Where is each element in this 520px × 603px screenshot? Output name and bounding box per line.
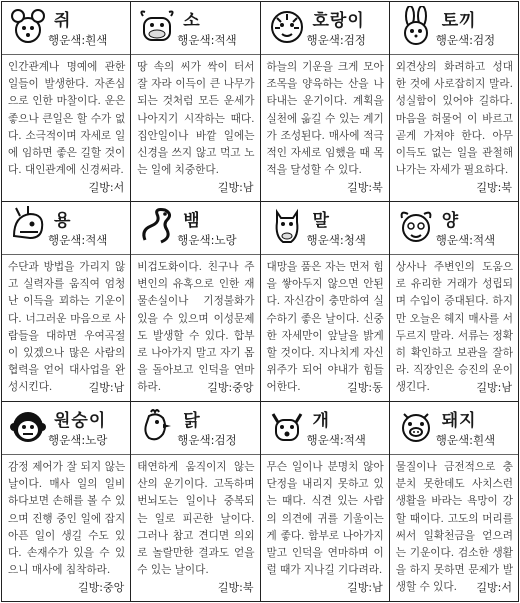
- lucky-color: 행운색:흰색: [435, 433, 496, 447]
- fortune-text: 인간관계나 명예에 관한 일들이 발생한다. 자존심으로 인한 마찰이다. 운은 좋으나 큰일은 할 수가 없다. 소극적이며 자세로 일에 임하면 좋은 길할 것이다. 대인관계에 신경써라.: [8, 61, 126, 177]
- fortune-text: 외견상의 화려하고 성대한 것에 사로잡히지 말라. 성실함이 있어야 길하다. 마음을 허물어 이 바르고 곧게 가져야 한다. 아무 이득도 없는 일을 관철해 나가는 자세가 필요하다.: [395, 61, 513, 177]
- card-header: [2, 2, 130, 55]
- fortune-text: 상사나 주변인의 도움으로 유리한 거래가 성립되며 수입이 증대된다. 하지만 오늘은 헤지 매사를 서두르지 말라. 서류는 정확히 확인하고 보관을 잘하라. 직장인은 승진의 운이 생긴다.: [395, 261, 513, 394]
- card-header: [2, 402, 130, 455]
- zodiac-name: 소: [183, 11, 201, 31]
- fortune-text: 감정 제어가 잘 되지 않는 날이다. 매사 일의 일비 하다보면 손해를 볼 수 있으며 진행 중인 일에 잡지 아픈 일이 생길 수도 있다. 손재수가 있을 수 있으니 매사에 침착하라.: [8, 461, 126, 577]
- zodiac-name: 양: [441, 211, 460, 231]
- zodiac-card: [2, 402, 131, 602]
- zodiac-name: 원숭이: [54, 411, 107, 431]
- fortune-text: 하늘의 기운을 크게 모아 조목을 양육하는 산을 나타내는 운기이다. 계획을 실천에 옮길 수 있는 계기가 조성된다. 매사에 적극적인 자세로 임했을 때 목적을 달성할 수 있다.: [266, 61, 384, 177]
- lucky-color: 행운색:청색: [306, 233, 366, 247]
- zodiac-name: 쥐: [54, 11, 72, 31]
- lucky-color: 행운색:적색: [177, 33, 237, 47]
- zodiac-name: 호랑이: [312, 11, 365, 31]
- card-header: [390, 2, 518, 55]
- fortune-text: 물질이나 금전적으로 충분치 못한데도 사치스런 생활을 바라는 욕망이 강할 때이다. 고도의 머리를 써서 일확천금을 얻으려는 기운이다. 검소한 생활을 하지 못하면 문제가 발생할 수 있다.: [395, 461, 513, 594]
- dragon-icon: [8, 206, 48, 246]
- zodiac-card: [131, 2, 260, 202]
- zodiac-card: [131, 202, 260, 402]
- lucky-direction: 길방:북: [472, 179, 512, 195]
- zodiac-card: [390, 402, 519, 602]
- sheep-icon: [396, 206, 436, 246]
- fortune-text: 땅 속의 씨가 싹이 터서 잘 자라 이득이 큰 나무가 되는 것처럼 모든 운세가 나아지기 시작하는 때다. 집안일이나 바깥 일에는 신경을 쓰지 않고 먹고 노는 일에 치중한다.: [137, 61, 255, 177]
- lucky-color: 행운색:적색: [48, 233, 108, 247]
- zodiac-card: [2, 202, 131, 402]
- zodiac-card: [2, 2, 131, 202]
- rooster-icon: [137, 406, 177, 446]
- lucky-direction: 길방:서: [85, 179, 125, 195]
- lucky-color: 행운색:검정: [177, 433, 237, 447]
- dog-icon: [267, 406, 307, 446]
- lucky-direction: 길방:동: [343, 379, 383, 395]
- lucky-direction: 길방:남: [472, 379, 512, 395]
- lucky-direction: 길방:북: [343, 179, 383, 195]
- lucky-direction: 길방:남: [343, 579, 383, 595]
- zodiac-card: [261, 402, 390, 602]
- card-header: [261, 202, 389, 255]
- zodiac-card: [390, 2, 519, 202]
- card-header: [261, 2, 389, 55]
- lucky-direction: 길방:남: [85, 379, 125, 395]
- lucky-color: 행운색:적색: [435, 233, 496, 247]
- snake-icon: [137, 206, 177, 246]
- zodiac-name: 용: [54, 211, 72, 231]
- monkey-icon: [8, 406, 48, 446]
- card-header: [131, 2, 259, 55]
- pig-icon: [396, 406, 436, 446]
- zodiac-name: 개: [312, 411, 330, 431]
- card-header: [2, 202, 130, 255]
- lucky-color: 행운색:검정: [306, 33, 366, 47]
- lucky-color: 행운색:노랑: [48, 433, 108, 447]
- lucky-direction: 길방:서: [472, 579, 512, 595]
- ox-icon: [137, 6, 177, 46]
- rabbit-icon: [396, 6, 436, 46]
- card-header: [261, 402, 389, 455]
- lucky-direction: 길방:남: [214, 179, 254, 195]
- lucky-direction: 길방:중앙: [203, 379, 253, 395]
- zodiac-name: 돼지: [441, 411, 477, 431]
- rat-icon: [8, 6, 48, 46]
- card-header: [390, 402, 518, 455]
- fortune-text: 무슨 일이나 분명치 않아 단정을 내리지 못하고 있는 때다. 식견 있는 사람의 의견에 귀를 기울이는 게 좋다. 함부로 나아가지 말고 인덕을 연마하며 이럴 때가 지나길 기다려라.: [266, 461, 384, 577]
- lucky-color: 행운색:검정: [435, 33, 496, 47]
- zodiac-name: 말: [312, 211, 330, 231]
- lucky-color: 행운색:적색: [306, 433, 366, 447]
- tiger-icon: [267, 6, 307, 46]
- fortune-text: 태연하게 움직이지 않는 산의 운기이다. 고독하며 번뇌도는 일이나 중복되는 일로 피곤한 날이다. 그러나 참고 견디면 의외로 놀랄만한 결과도 얻을 수 있는 날이다.: [137, 461, 255, 577]
- zodiac-card: [261, 202, 390, 402]
- zodiac-card: [261, 2, 390, 202]
- lucky-color: 행운색:노랑: [177, 233, 237, 247]
- horoscope-grid: [1, 1, 519, 602]
- fortune-text: 비겁도화이다. 친구나 주변인의 유혹으로 인한 재물손실이나 기정불화가 있을 수 있으며 이성문제도 발생할 수 있다. 합부로 나아가지 말고 자기 몸을 돌아보고 인덕을 연마하라.: [137, 261, 255, 394]
- lucky-color: 행운색:흰색: [48, 33, 108, 47]
- card-header: [390, 202, 518, 255]
- horse-icon: [267, 206, 307, 246]
- lucky-direction: 길방:북: [214, 579, 254, 595]
- zodiac-name: 뱀: [183, 211, 201, 231]
- fortune-text: 수단과 방법을 가리지 않고 실력자를 움직여 엄청난 이득을 꾀하는 기운이다. 너그러운 마음으로 사람들을 대하면 우여곡절이 있겠으나 많은 사람의 협력을 얻어 대사업을 완성시킨다.: [8, 261, 126, 394]
- card-header: [131, 202, 259, 255]
- zodiac-card: [390, 202, 519, 402]
- zodiac-name: 닭: [183, 411, 201, 431]
- fortune-text: 대망을 품은 자는 먼저 힘을 쌓아두지 않으면 안된다. 자신감이 충만하여 실수하기 좋은 날이다. 신중한 자세만이 앞날을 밝게 할 것이다. 지나치게 자신위주가 되어 야내가 힘들어한다.: [266, 261, 384, 394]
- zodiac-name: 토끼: [441, 11, 477, 31]
- lucky-direction: 길방:중앙: [74, 579, 124, 595]
- zodiac-card: [131, 402, 260, 602]
- card-header: [131, 402, 259, 455]
